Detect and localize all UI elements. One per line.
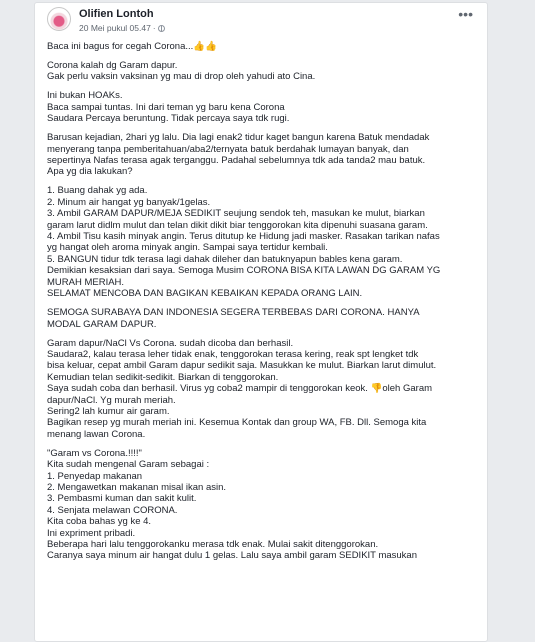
post-text-line: Saudara2, kalau terasa leher tidak enak, tenggorokan terasa kering, reak spt lengket tdk [47, 348, 419, 360]
post-paragraph [47, 60, 479, 83]
post-text-line: Apa yg dia lakukan? [47, 166, 133, 178]
post-header [35, 3, 487, 39]
post-text-line: MODAL GARAM DAPUR. [47, 318, 157, 330]
post-paragraph [47, 185, 479, 299]
author-name[interactable]: Olifien Lontoh [79, 8, 154, 20]
post-text-line: 1. Penyedap makanan [47, 470, 143, 482]
post-text-line: SELAMAT MENCOBA DAN BAGIKAN KEBAIKAN KEPADA ORANG LAIN. [47, 288, 363, 300]
post-text-line: Kita sudah mengenal Garam sebagai : [47, 459, 210, 471]
post-text-line: Beberapa hari lalu tenggorokanku merasa tdk enak. Mulai sakit ditenggorokan. [47, 539, 379, 550]
post-text-line: MURAH MERIAH. [47, 276, 125, 288]
post-text-line: Baca ini bagus for cegah Corona...👍👍 [47, 41, 217, 52]
post-text-line: Ini bukan HOAKs. [47, 90, 123, 102]
post-text-line: 4. Senjata melawan CORONA. [47, 504, 178, 516]
post-text-line: "Garam vs Corona.!!!!" [47, 447, 142, 459]
post-text-line: Garam dapur/NaCl Vs Corona. sudah dicoba dan berhasil. [47, 337, 294, 349]
post-text-line: 3. Ambil GARAM DAPUR/MEJA SEDIKIT seujung sendok teh, masukan ke mulut, biarkan [47, 208, 425, 220]
post-paragraph [47, 448, 479, 562]
post-text-line: 5. BANGUN tidur tdk terasa lagi dahak dileher dan batuknyapun bables kena garam. [47, 253, 403, 265]
post-text-line: 3. Pembasmi kuman dan sakit kulit. [47, 493, 197, 505]
post-text-line: Gak perlu vaksin vaksinan yg mau di drop oleh yahudi ato Cina. [47, 71, 316, 83]
post-text-line: 1. Buang dahak yg ada. [47, 185, 148, 197]
post-text-line: Kemudian telan sedikit-sedikit. Biarkan di tenggorokan. [47, 371, 279, 383]
post-text-line: Baca sampai tuntas. Ini dari teman yg baru kena Corona [47, 101, 285, 113]
post-text-line: 4. Ambil Tisu kasih minyak angin. Terus ditutup ke Hidung jadi masker. Rasakan tarikan nafas [47, 231, 440, 243]
post-text-line: 2. Minum air hangat yg banyak/1gelas. [47, 196, 211, 208]
avatar[interactable] [47, 7, 71, 31]
post-text-line: yg hangat oleh aroma minyak angin. Sampai saya tertidur kembali. [47, 242, 328, 254]
meta-separator: · [152, 23, 156, 33]
post-text-line: sepertinya Nafas terasa agak terganggu. Padahal sebelumnya tdk ada tanda2 mau batuk. [47, 155, 426, 167]
post-paragraph [47, 338, 479, 441]
globe-icon[interactable] [158, 25, 165, 32]
post-text-line: Barusan kejadian, 2hari yg lalu. Dia lagi enak2 tidur kaget bangun karena Batuk mendadak [47, 132, 430, 144]
post-text-line: bisa keluar, cepat ambil Garam dapur sedikit saja. Masukkan ke mulut. Biarkan larut dimulut. [47, 360, 437, 372]
post-text [47, 41, 479, 569]
post-card [34, 2, 488, 642]
post-text-line: Saya sudah coba dan berhasil. Virus yg coba2 mampir di tenggorokan keok. 👎oleh Garam [47, 383, 433, 395]
post-text-line: Ini expriment pribadi. [47, 527, 136, 539]
post-text-line: Kita coba bahas yg ke 4. [47, 516, 152, 528]
post-text-line: Saudara Percaya beruntung. Tidak percaya saya tdk rugi. [47, 113, 290, 125]
post-text-line: Caranya saya minum air hangat dulu 1 gelas. Lalu saya ambil garam SEDIKIT masukan [47, 550, 417, 562]
post-text-line: dapur/NaCl. Yg murah meriah. [47, 394, 176, 406]
post-paragraph [47, 132, 479, 178]
post-text-line: 2. Mengawetkan makanan misal ikan asin. [47, 481, 227, 493]
post-paragraph [47, 41, 479, 52]
post-text-line: menang lawan Corona. [47, 428, 146, 440]
post-text-line: menyerang tanpa pemberitahuan/aba2/ternyata batuk berdahak lumayan banyak, dan [47, 143, 409, 155]
post-text-line: Corona kalah dg Garam dapur. [47, 60, 178, 71]
post-paragraph [47, 307, 479, 330]
more-options-icon[interactable]: ••• [458, 6, 473, 22]
post-text-line: garam larut didlm mulut dan telan dikit dikit biar tenggorokan kita dipenuhi suasana garam. [47, 219, 428, 231]
post-text-line: Bagikan resep yg murah meriah ini. Kesemua Kontak dan group WA, FB. Dll. Semoga kita [47, 417, 427, 429]
post-text-line: Demikian kesaksian dari saya. Semoga Musim CORONA BISA KITA LAWAN DG GARAM YG [47, 265, 441, 277]
post-text-line: SEMOGA SURABAYA DAN INDONESIA SEGERA TERBEBAS DARI CORONA. HANYA [47, 307, 420, 319]
post-meta [79, 23, 165, 33]
post-paragraph [47, 90, 479, 124]
post-timestamp[interactable]: 20 Mei pukul 05.47 [79, 23, 151, 33]
post-text-line: Sering2 lah kumur air garam. [47, 405, 170, 417]
